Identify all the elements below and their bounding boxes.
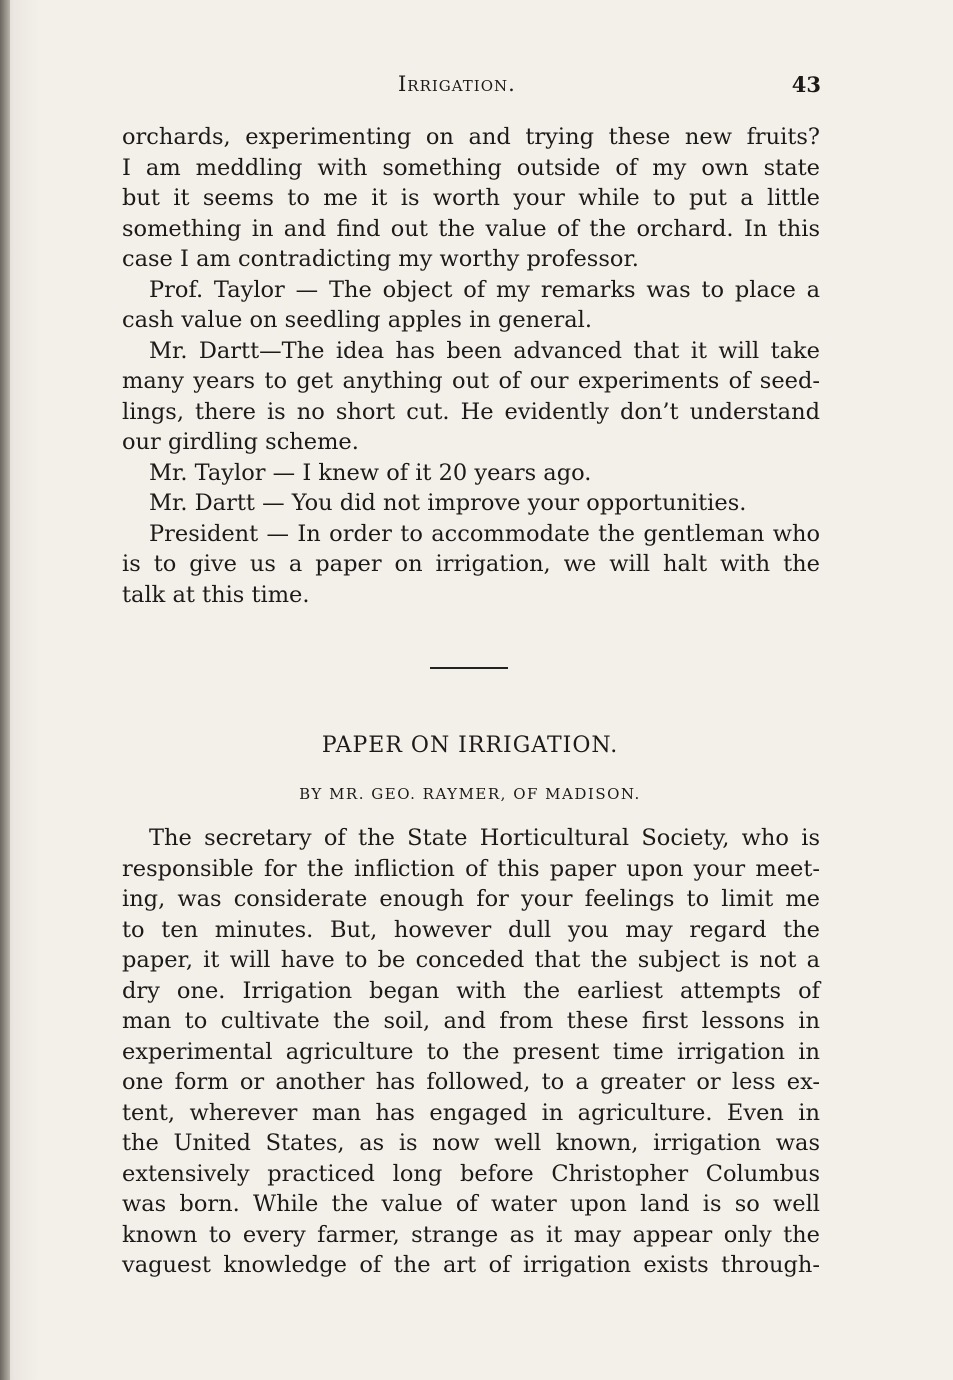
text-line: experimental agriculture to the present time irrigation in <box>122 1038 820 1065</box>
text-line: case I am contradicting my worthy professor. <box>122 246 639 272</box>
text-line: known to every farmer, strange as it may appear only the <box>122 1221 820 1248</box>
text-line: man to cultivate the soil, and from these first lessons in <box>122 1008 820 1034</box>
text-line: responsible for the infliction of this paper upon your meet- <box>122 855 820 882</box>
text-line: the United States, as is now well known, irrigation was <box>122 1130 820 1156</box>
text-line: Prof. Taylor — The object of my remarks was to place a <box>149 276 820 303</box>
text-line: dry one. Irrigation began with the earliest attempts of <box>122 977 820 1004</box>
text-line: many years to get anything out of our experiments of seed- <box>122 368 820 394</box>
text-line: cash value on seedling apples in general. <box>122 307 593 333</box>
text-line: orchards, experimenting on and trying these new fruits? <box>122 124 820 150</box>
text-line: President — In order to accommodate the gentleman who <box>149 520 820 547</box>
paper-byline: BY MR. GEO. RAYMER, OF MADISON. <box>299 785 641 803</box>
paper-body <box>122 823 820 1281</box>
text-line: but it seems to me it is worth your while to put a little <box>122 185 820 211</box>
text-line: I am meddling with something outside of my own state <box>122 154 820 181</box>
text-line: ing, was considerate enough for your feelings to limit me <box>122 886 820 912</box>
text-line: extensively practiced long before Christopher Columbus <box>122 1160 820 1187</box>
text-line: our girdling scheme. <box>122 429 359 455</box>
text-line: talk at this time. <box>122 581 310 608</box>
section-divider <box>430 667 508 669</box>
text-line: Mr. Dartt—The idea has been advanced that it will take <box>149 337 820 364</box>
text-line: lings, there is no short cut. He evidently don’t understand <box>122 398 820 425</box>
text-line: to ten minutes. But, however dull you may regard the <box>122 916 820 943</box>
text-line: The secretary of the State Horticultural Society, who is <box>149 825 820 851</box>
text-line: is to give us a paper on irrigation, we will halt with the <box>122 551 820 577</box>
running-title: Irrigation. <box>398 72 516 96</box>
text-line: vaguest knowledge of the art of irrigation exists through- <box>122 1252 820 1278</box>
text-line: Mr. Taylor — I knew of it 20 years ago. <box>149 459 592 486</box>
page-number: 43 <box>791 72 821 97</box>
text-line: something in and find out the value of the orchard. In this <box>122 215 820 242</box>
text-line: one form or another has followed, to a greater or less ex- <box>122 1069 820 1095</box>
text-line: was born. While the value of water upon land is so well <box>122 1191 820 1217</box>
discussion-text <box>122 122 820 610</box>
text-line: tent, wherever man has engaged in agriculture. Even in <box>122 1099 820 1126</box>
binding-shadow <box>0 0 10 1380</box>
text-line: paper, it will have to be conceded that the subject is not a <box>122 947 820 973</box>
running-head <box>120 72 825 102</box>
text-line: Mr. Dartt — You did not improve your opportunities. <box>149 490 747 516</box>
paper-title: PAPER ON IRRIGATION. <box>321 733 619 758</box>
